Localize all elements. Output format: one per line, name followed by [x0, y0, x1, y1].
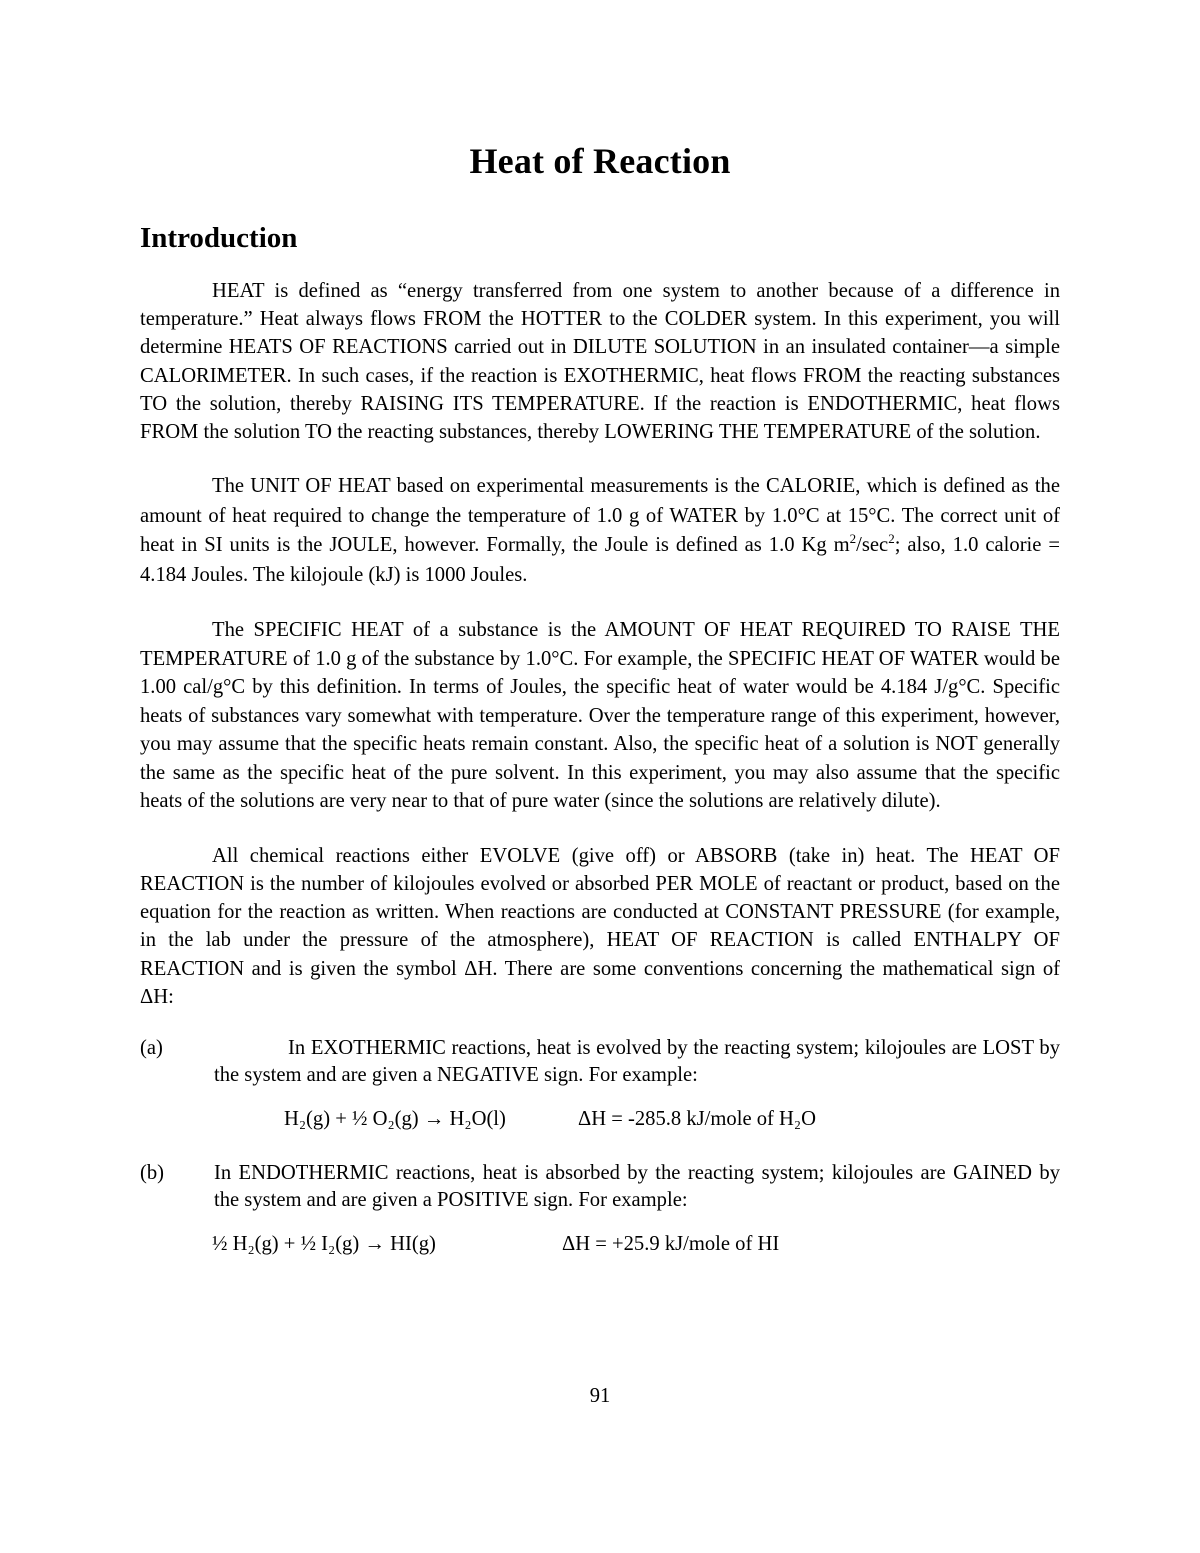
unit-of-heat-text-3: ; also, 1.0 calorie = 4.184 Joules. The kilojoule (kJ) is 1000 Joules.	[140, 534, 1061, 586]
equation-enthalpy: ΔH = +25.9 kJ/mole of HI	[562, 1232, 780, 1255]
list-item-endothermic	[140, 1160, 1060, 1215]
exothermic-text: In EXOTHERMIC reactions, heat is evolved by the reacting system; kilojoules are LOST by the system and are given a NEGATIVE sign. For example:	[214, 1036, 1060, 1087]
section-heading-introduction: Introduction	[140, 222, 298, 254]
equation-endothermic	[140, 1233, 1060, 1269]
list-item-text	[214, 1035, 1060, 1090]
list-item-exothermic	[140, 1035, 1060, 1090]
page-title: Heat of Reaction	[469, 141, 731, 181]
document-page	[140, 140, 1060, 1283]
equation-reaction: ½ H₂(g) + ½ I₂(g) → HI(g)	[212, 1232, 436, 1255]
equation-exothermic	[140, 1108, 1060, 1144]
paragraph-heat-definition: HEAT is defined as “energy transferred from one system to another because of a difference in temperature.” Heat always flows FROM the HOTTER to the COLDER system. In this experiment, you will determine HEATS OF REACTIONS carried out in DILUTE SOLUTION in an insulated container—a simple CALORIMETER. In such cases, if the reaction is EXOTHERMIC, heat flows FROM the reacting substances TO the solution, thereby RAISING ITS TEMPERATURE. If the reaction is ENDOTHERMIC, heat flows FROM the solution TO the reacting substances, thereby LOWERING THE TEMPERATURE of the solution.	[140, 280, 1060, 444]
list-item-label: (a)	[140, 1036, 163, 1059]
page-number: 91	[589, 1385, 611, 1407]
equation-reaction: H₂(g) + ½ O₂(g) → H₂O(l)	[284, 1107, 506, 1130]
unit-of-heat-text-1: The UNIT OF HEAT based on experimental measurements is the CALORIE, which is defined as the amount of heat required to change the temperature of 1.0 g of WATER by 1.0°C at 15°C. The correct unit of heat in SI units is the JOULE, however. Formally, the Joule is defined as 1.0 Kg m	[140, 475, 1060, 557]
exponent-squared-2: 2	[888, 531, 895, 547]
endothermic-text: In ENDOTHERMIC reactions, heat is absorbed by the reacting system; kilojoules are GAINED by the system and are given a POSITIVE sign. For example:	[214, 1161, 1060, 1212]
exponent-squared-1: 2	[849, 531, 857, 547]
paragraph-unit-of-heat	[140, 472, 1060, 590]
unit-of-heat-text-2: /sec	[856, 534, 889, 557]
paragraph-heat-of-reaction: All chemical reactions either EVOLVE (give off) or ABSORB (take in) heat. The HEAT OF REACTION is the number of kilojoules evolved or absorbed PER MOLE of reactant or product, based on the equation for the reaction as written. When reactions are conducted at CONSTANT PRESSURE (for example, in the lab under the pressure of the atmosphere), HEAT OF REACTION is called ENTHALPY OF REACTION and is given the symbol ΔH. There are some conventions concerning the mathematical sign of ΔH:	[140, 844, 1060, 1008]
equation-enthalpy: ΔH = -285.8 kJ/mole of H₂O	[578, 1107, 816, 1130]
list-item-label: (b)	[140, 1161, 165, 1184]
paragraph-specific-heat: The SPECIFIC HEAT of a substance is the AMOUNT OF HEAT REQUIRED TO RAISE THE TEMPERATURE of 1.0 g of the substance by 1.0°C. For example, the SPECIFIC HEAT OF WATER would be 1.00 cal/g°C by this definition. In terms of Joules, the specific heat of water would be 4.184 J/g°C. Specific heats of substances vary somewhat with temperature. Over the temperature range of this experiment, however, you may assume that the specific heats remain constant. Also, the specific heat of a solution is NOT generally the same as the specific heat of the pure solvent. In this experiment, you may also assume that the specific heats of the solutions are very near to that of pure water (since the solutions are relatively dilute).	[140, 619, 1060, 813]
